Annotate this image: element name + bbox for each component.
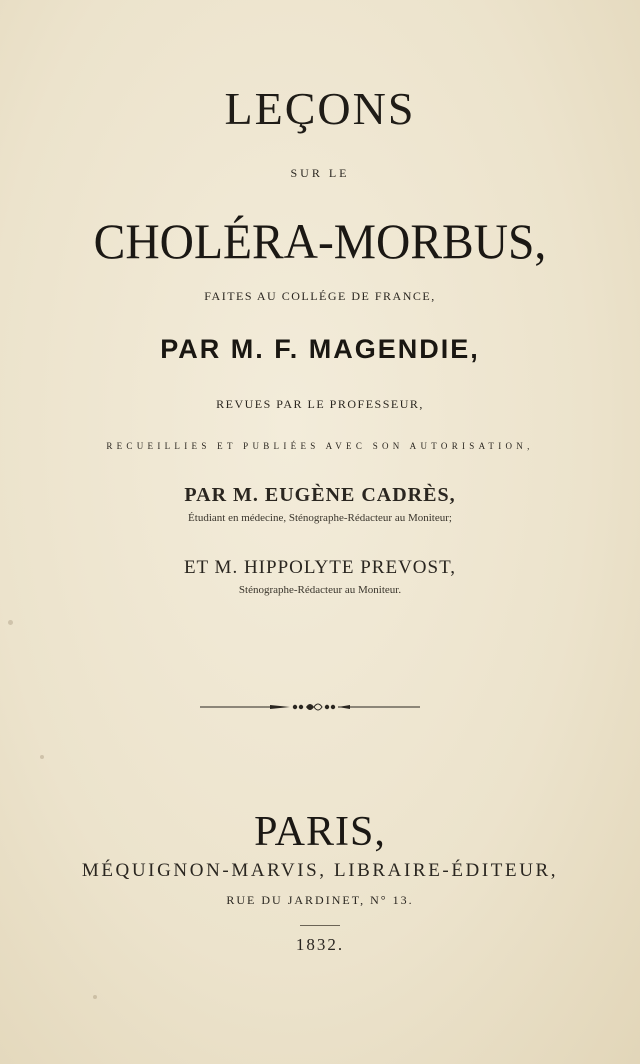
publisher: MÉQUIGNON-MARVIS, LIBRAIRE-ÉDITEUR, bbox=[81, 860, 559, 881]
title-main: LEÇONS bbox=[224, 83, 416, 134]
city: PARIS, bbox=[254, 809, 386, 855]
publication-year: 1832. bbox=[295, 935, 345, 954]
publisher-address: RUE DU JARDINET, N° 13. bbox=[226, 893, 414, 907]
title-subject: CHOLÉRA-MORBUS, bbox=[93, 213, 547, 269]
delivery-line: FAITES AU COLLÉGE DE FRANCE, bbox=[204, 289, 436, 303]
author-line: PAR M. F. MAGENDIE, bbox=[160, 334, 480, 364]
collected-line: RECUEILLIES ET PUBLIÉES AVEC SON AUTORISATION, bbox=[106, 441, 534, 451]
reviewed-line: REVUES PAR LE PROFESSEUR, bbox=[216, 397, 424, 411]
editor1-role: Étudiant en médecine, Sténographe-Rédacteur au Moniteur; bbox=[188, 512, 452, 524]
foxing-spot bbox=[40, 755, 44, 759]
editor1-name: PAR M. EUGÈNE CADRÈS, bbox=[184, 484, 456, 506]
editor2-name: ET M. HIPPOLYTE PREVOST, bbox=[183, 557, 457, 578]
foxing-spot bbox=[93, 995, 97, 999]
editor2-role: Sténographe-Rédacteur au Moniteur. bbox=[238, 584, 402, 596]
title-connector: SUR LE bbox=[290, 166, 350, 180]
foxing-spot bbox=[8, 620, 13, 625]
short-rule bbox=[300, 925, 340, 926]
ornament-divider-icon bbox=[200, 699, 420, 715]
